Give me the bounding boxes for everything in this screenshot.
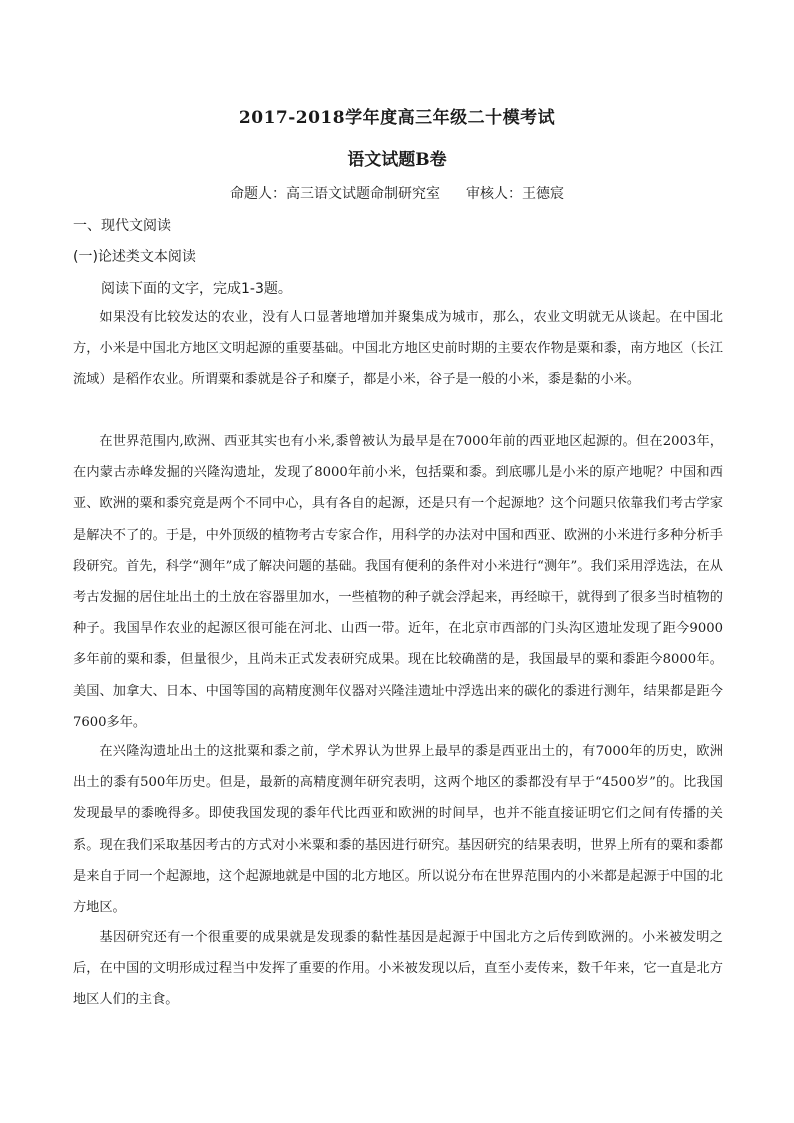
reading-instruction: 阅读下面的文字，完成1-3题。	[101, 281, 292, 297]
reviewer-label: 审核人：王德宸	[466, 186, 564, 202]
byline	[0, 183, 794, 203]
passage-paragraph-2: 在世界范围内,欧洲、西亚其实也有小米,黍曾被认为最早是在7000年前的西亚地区起源的。但在2003年，在内蒙古赤峰发掘的兴隆沟遗址，发现了8000年前小米，包括粟和黍。到底哪儿是小米的原产地呢？中国和西亚、欧洲的粟和黍究竟是两个不同中心，具有各自的起源，还是只有一个起源地？这个问题只依靠我们考古学家是解决不了的。于是，中外顶级的植物考古专家合作，用科学的办法对中国和西亚、欧洲的小米进行多种分析手段研究。首先，科学“测年”成了解决问题的基础。我国有便利的条件对小米进行“测年”。我们采用浮选法，在从考古发掘的居住址出土的土放在容器里加水，一些植物的种子就会浮起来，再经晾干，就得到了很多当时植物的种子。我国旱作农业的起源区很可能在河北、山西一带。近年，在北京市西部的门头沟区遗址发现了距今9000多年前的粟和黍，但量很少，且尚未正式发表研究成果。现在比较确凿的是，我国最早的粟和黍距今8000年。美国、加拿大、日本、中国等国的高精度测年仪器对兴隆洼遗址中浮选出来的碳化的黍进行测年，结果都是距今7600多年。	[73, 434, 723, 730]
author-label: 命题人：高三语文试题命制研究室	[230, 186, 440, 202]
passage-paragraph-1: 如果没有比较发达的农业，没有人口显著地增加并聚集成为城市，那么，农业文明就无从谈起。在中国北方，小米是中国北方地区文明起源的重要基础。中国北方地区史前时期的主要农作物是粟和黍，南方地区（长江流域）是稻作农业。所谓粟和黍就是谷子和糜子，都是小米，谷子是一般的小米，黍是黏的小米。	[73, 310, 723, 388]
passage-paragraph-4: 基因研究还有一个很重要的成果就是发现黍的黏性基因是起源于中国北方之后传到欧洲的。小米被发明之后，在中国的文明形成过程当中发挥了重要的作用。小米被发现以后，直至小麦传来，数千年来，它一直是北方地区人们的主食。	[73, 930, 723, 1008]
exam-title: 2017-2018学年度高三年级二十模考试	[238, 108, 556, 128]
subsection-heading-argumentative: (一)论述类文本阅读	[73, 249, 196, 265]
passage-paragraph-3: 在兴隆沟遗址出土的这批粟和黍之前，学术界认为世界上最早的黍是西亚出土的，有7000年的历史，欧洲出土的黍有500年历史。但是，最新的高精度测年研究表明，这两个地区的黍都没有早于“4500岁”的。比我国发现最早的黍晚得多。即使我国发现的黍年代比西亚和欧洲的时间早，也并不能直接证明它们之间有传播的关系。现在我们采取基因考古的方式对小米粟和黍的基因进行研究。基因研究的结果表明，世界上所有的粟和黍都是来自于同一个起源地，这个起源地就是中国的北方地区。所以说分布在世界范围内的小米都是起源于中国的北方地区。	[73, 744, 723, 916]
exam-subtitle: 语文试题B卷	[347, 150, 447, 170]
section-heading-modern-reading: 一、现代文阅读	[73, 218, 171, 234]
